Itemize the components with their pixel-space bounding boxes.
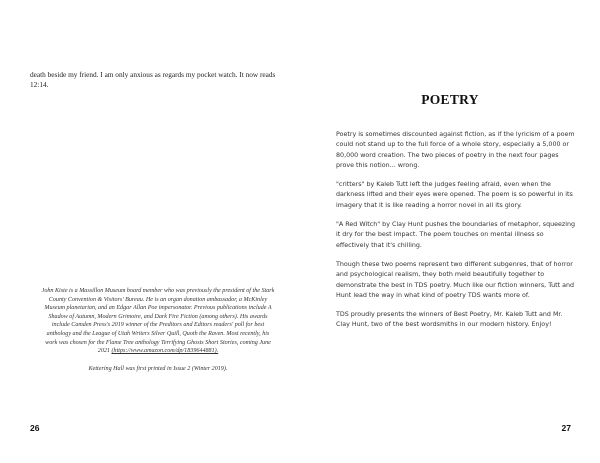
story-ending-text: death beside my friend. I am only anxious as regards my pocket watch. It now reads 12:14. (30, 70, 276, 89)
paragraph-winners: TDS proudly presents the winners of Best Poetry, Mr. Kaleb Tutt and Mr. Clay Hunt, two of the best wordsmiths in our modern history. Enjoy! (336, 311, 563, 329)
author-bio-paragraph (40, 287, 276, 356)
poetry-intro (336, 130, 576, 340)
amazon-link[interactable]: (https://www.amazon.com/dp/1839644881). (111, 348, 219, 355)
right-page (300, 0, 600, 463)
author-bio (40, 287, 276, 373)
paragraph-red-witch: "A Red Witch" by Clay Hunt pushes the boundaries of metaphor, squeezing it dry for the best impact. The poem touches on mental illness so effectively that it's chilling. (336, 221, 576, 249)
page-number-left: 26 (30, 423, 40, 433)
paragraph-subgenres: Though these two poems represent two different subgenres, that of horror and psychological realism, they both meld beautifully together to demonstrate the best in TDS poetry. Much like our fiction winners, Tutt and Hunt lead the way in what kind of poetry TDS wants more of. (336, 260, 575, 299)
paragraph-critters: "critters" by Kaleb Tutt left the judges feeling afraid, even when the darkness lifted and their eyes were opened. The poem is so powerful in its imagery that it is like reading a horror novel in all its glory. (336, 181, 573, 209)
page-number-right: 27 (561, 423, 571, 433)
first-printed-note: Kettering Hall was first printed in Issue 2 (Winter 2019). (88, 365, 228, 372)
page-title: POETRY (421, 92, 479, 107)
author-bio-text: John Kiste is a Massillon Museum board member who was previously the president of the Stark County Convention & Visitors' Bureau. He is an organ donation ambassador, a McKinley Museum planetarian, and an Edgar Allan Poe impersonator. Previous publications include A Shadow of Autumn, Modern Grimoire, and Dark Fire Fiction (among others). His awards include Camden Press's 2019 winner of the Preditors and Editors readers' poll for best anthology and the League of Utah Writers Silver Quill, Quoth the Raven. Most recently, his work was chosen for the Flame Tree anthology Terrifying Ghosts Short Stories, coming June 2021 (41, 288, 275, 355)
paragraph-intro: Poetry is sometimes discounted against fiction, as if the lyricism of a poem could not stand up to the full force of a whole story, especially a 5,000 or 80,000 word creation. The two pieces of poetry in the next four pages prove this notion... wrong. (336, 131, 575, 169)
